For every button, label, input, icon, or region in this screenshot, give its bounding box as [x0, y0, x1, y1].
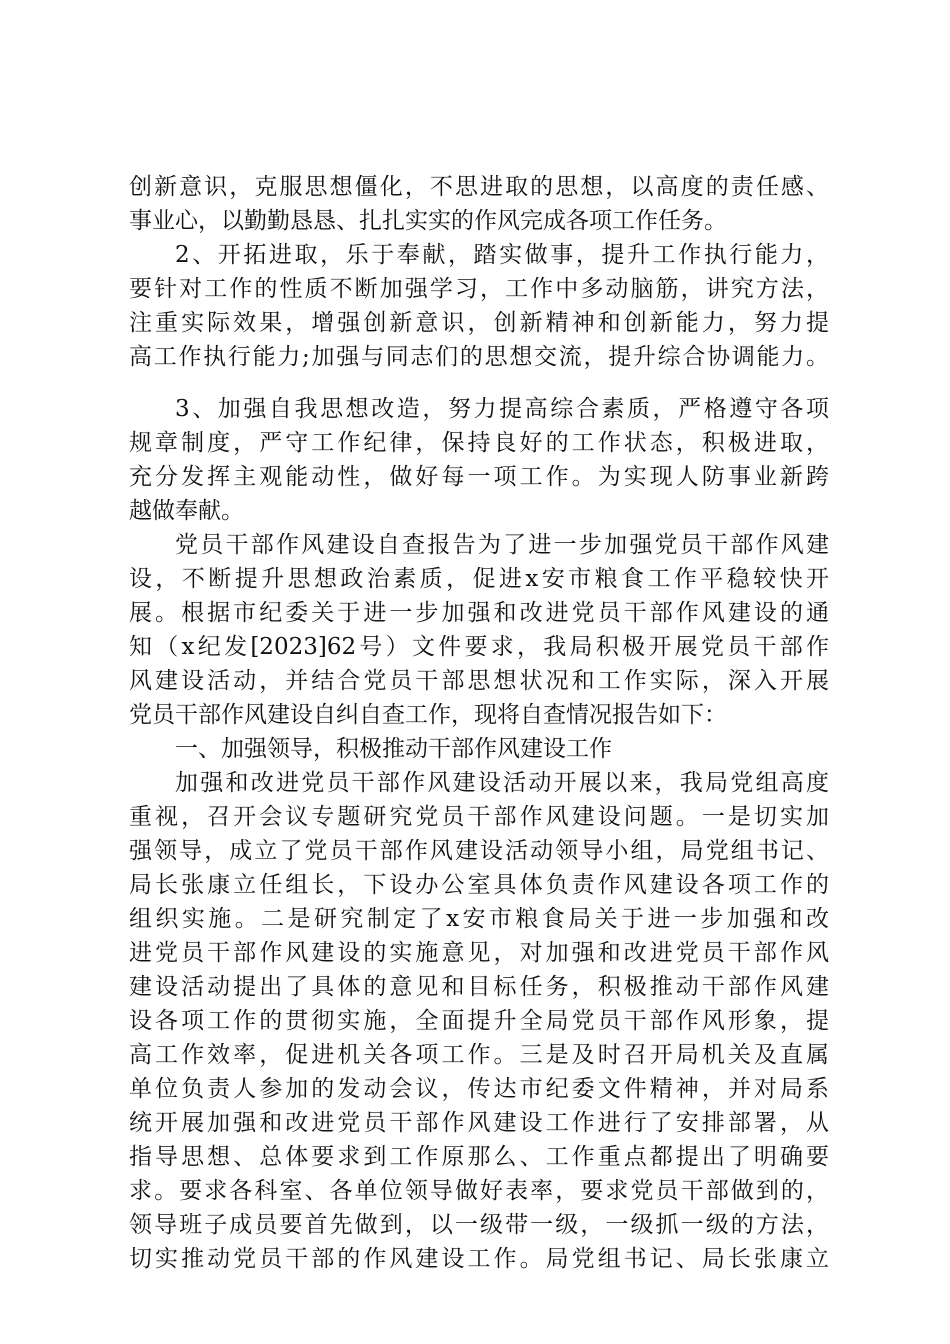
text-line: 风建设活动，并结合党员干部思想状况和工作实际，深入开展	[129, 668, 829, 694]
paragraph-3-heading: 3、加强自我思想改造，努力提高综合素质，严格遵守各项	[175, 396, 829, 422]
text-line: 建设活动提出了具体的意见和目标任务，积极推动干部作风建	[129, 974, 829, 1000]
text-line: 越做奉献。	[129, 498, 244, 524]
text-line: 单位负责人参加的发动会议，传达市纪委文件精神，并对局系	[129, 1076, 829, 1102]
text-line: 切实推动党员干部的作风建设工作。局党组书记、局长张康立	[129, 1246, 829, 1272]
text-line: 进党员干部作风建设的实施意见，对加强和改进党员干部作风	[129, 940, 829, 966]
text-line: 要针对工作的性质不断加强学习，工作中多动脑筋，讲究方法，	[129, 276, 829, 302]
text-line: 党员干部作风建设自纠自查工作，现将自查情况报告如下：	[129, 702, 727, 728]
text-line: 充分发挥主观能动性，做好每一项工作。为实现人防事业新跨	[129, 464, 829, 490]
text-line: 高工作执行能力;加强与同志们的思想交流，提升综合协调能力。	[129, 344, 829, 370]
text-line: 求。要求各科室、各单位领导做好表率，要求党员干部做到的，	[129, 1178, 829, 1204]
paragraph-2-heading: 2、开拓进取，乐于奉献，踏实做事，提升工作执行能力，	[175, 242, 829, 268]
text-line: 重视，召开会议专题研究党员干部作风建设问题。一是切实加	[129, 804, 829, 830]
text-line: 展。根据市纪委关于进一步加强和改进党员干部作风建设的通	[129, 600, 829, 626]
text-line: 加强和改进党员干部作风建设活动开展以来，我局党组高度	[175, 770, 829, 796]
text-line: 知（x纪发[2023]62号）文件要求，我局积极开展党员干部作	[129, 634, 829, 660]
report-title-line: 党员干部作风建设自查报告为了进一步加强党员干部作风建	[175, 532, 829, 558]
text-line: 领导班子成员要首先做到，以一级带一级，一级抓一级的方法，	[129, 1212, 829, 1238]
text-line: 强领导，成立了党员干部作风建设活动领导小组，局党组书记、	[129, 838, 829, 864]
text-line: 组织实施。二是研究制定了x安市粮食局关于进一步加强和改	[129, 906, 829, 932]
text-line: 统开展加强和改进党员干部作风建设工作进行了安排部署，从	[129, 1110, 829, 1136]
text-line: 事业心，以勤勤恳恳、扎扎实实的作风完成各项工作任务。	[129, 208, 727, 234]
text-line: 指导思想、总体要求到工作原那么、工作重点都提出了明确要	[129, 1144, 829, 1170]
section-heading: 一、加强领导，积极推动干部作风建设工作	[175, 736, 612, 762]
text-line: 局长张康立任组长，下设办公室具体负责作风建设各项工作的	[129, 872, 829, 898]
text-line: 设，不断提升思想政治素质，促进x安市粮食工作平稳较快开	[129, 566, 829, 592]
text-line: 创新意识，克服思想僵化，不思进取的思想，以高度的责任感、	[129, 174, 829, 200]
text-line: 规章制度，严守工作纪律，保持良好的工作状态，积极进取，	[129, 430, 829, 456]
text-line: 注重实际效果，增强创新意识，创新精神和创新能力，努力提	[129, 310, 829, 336]
text-line: 设各项工作的贯彻实施，全面提升全局党员干部作风形象，提	[129, 1008, 829, 1034]
text-line: 高工作效率，促进机关各项工作。三是及时召开局机关及直属	[129, 1042, 829, 1068]
